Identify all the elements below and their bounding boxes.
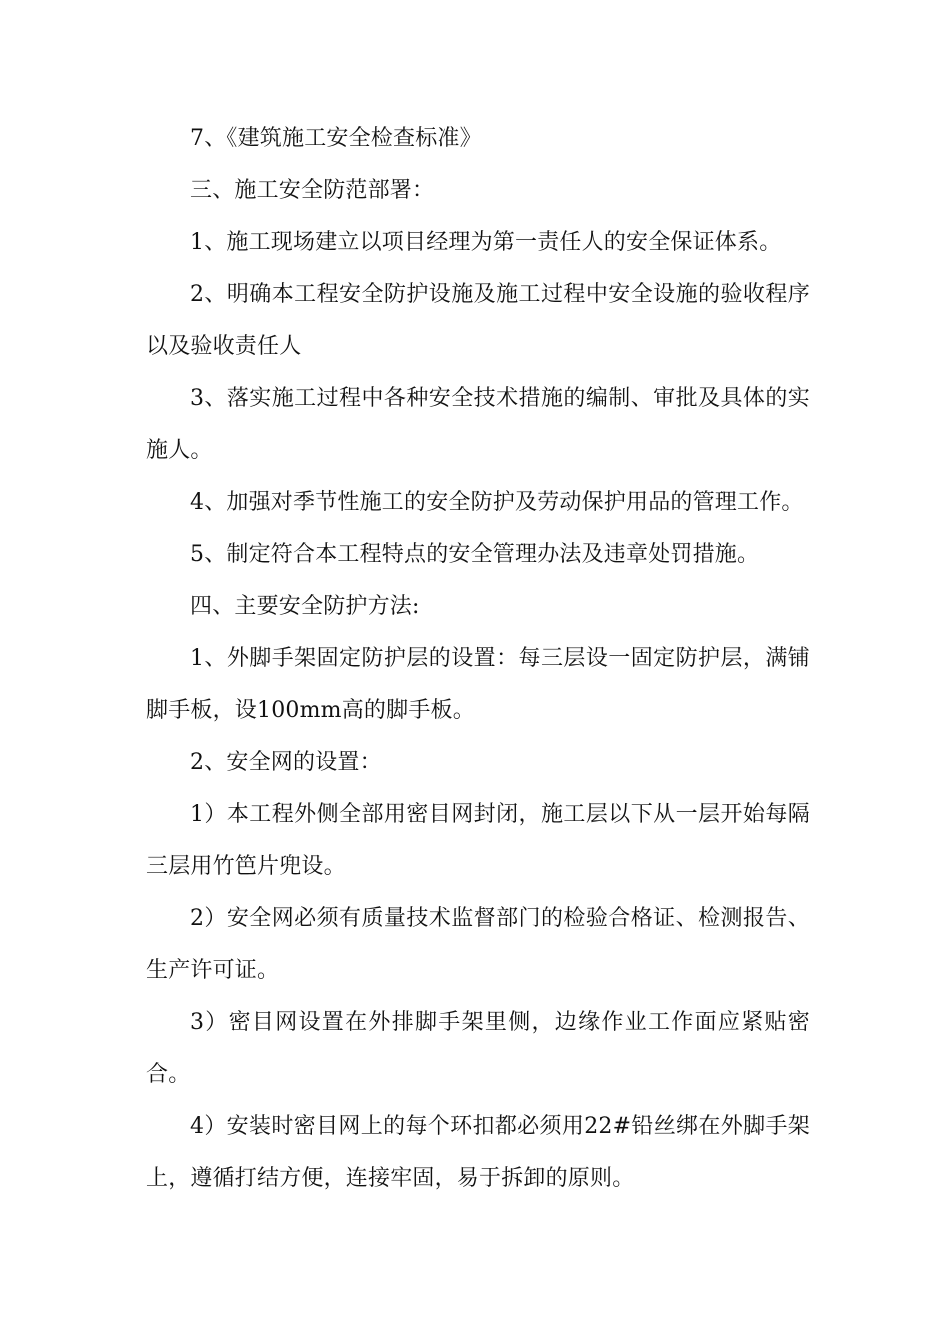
paragraph-item-5: 5、制定符合本工程特点的安全管理办法及违章处罚措施。 [190,542,760,567]
paragraph-item-3: 3、落实施工过程中各种安全技术措施的编制、审批及具体的实施人。 [146,386,810,463]
section-heading-3: 三、施工安全防范部署： [190,178,435,203]
paragraph-subitem-3: 3）密目网设置在外排脚手架里侧，边缘作业工作面应紧贴密合。 [146,1010,810,1087]
paragraph-subitem-4: 4）安装时密目网上的每个环扣都必须用22#铅丝绑在外脚手架上，遵循打结方便，连接牢固，易于拆卸的原则。 [146,1114,810,1191]
paragraph-method-2: 2、安全网的设置： [190,750,382,775]
paragraph-item-2: 2、明确本工程安全防护设施及施工过程中安全设施的验收程序以及验收责任人 [146,282,810,359]
section-heading-4: 四、主要安全防护方法: [190,594,420,619]
paragraph-standard-7: 7、《建筑施工安全检查标准》 [190,126,482,151]
document-body [146,113,810,1205]
paragraph-subitem-2: 2）安全网必须有质量技术监督部门的检验合格证、检测报告、生产许可证。 [146,906,810,983]
paragraph-item-1: 1、施工现场建立以项目经理为第一责任人的安全保证体系。 [190,230,782,255]
paragraph-subitem-1: 1）本工程外侧全部用密目网封闭，施工层以下从一层开始每隔三层用竹笆片兜设。 [146,802,810,879]
paragraph-item-4: 4、加强对季节性施工的安全防护及劳动保护用品的管理工作。 [190,490,804,515]
paragraph-method-1: 1、外脚手架固定防护层的设置：每三层设一固定防护层，满铺脚手板，设100mm高的脚手板。 [146,646,810,723]
